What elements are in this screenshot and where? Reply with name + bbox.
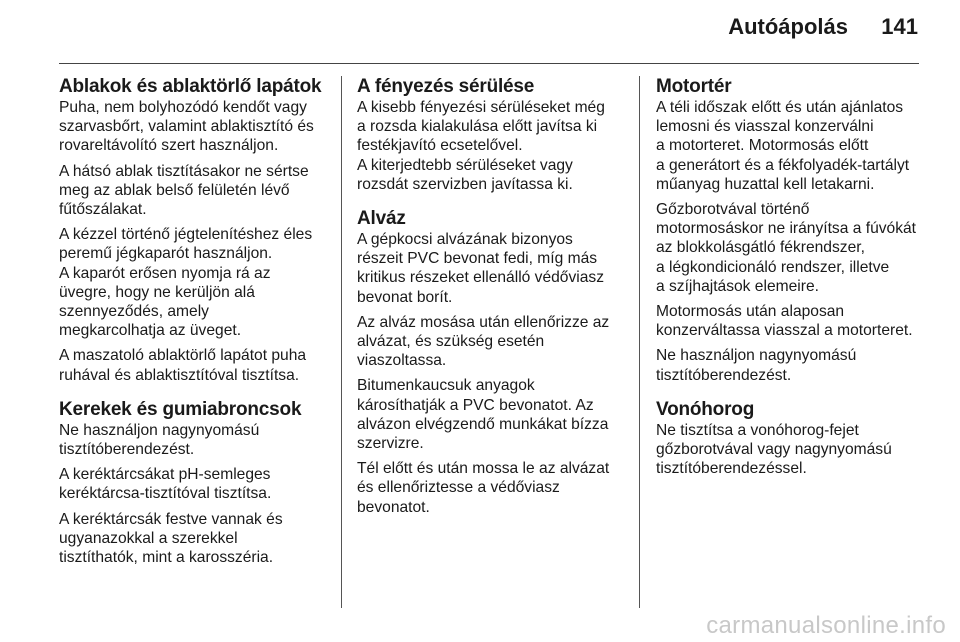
- section-windows: [59, 76, 331, 385]
- page-header: [0, 0, 960, 64]
- chapter-title: Autóápolás: [728, 14, 848, 39]
- paragraph: A kisebb fényezési sérüléseket még a rozsda kialakulása előtt javítsa ki festékjavító ecsetelővel. A kiterjedtebb sérüléseket vagy rozsdát szervizben javítassa ki.: [357, 99, 605, 193]
- watermark: carmanualsonline.info: [706, 612, 946, 639]
- section-wheels: [59, 399, 331, 567]
- section-heading: Ablakok és ablaktörlő lapátok: [59, 76, 322, 97]
- section-heading: Kerekek és gumiabroncsok: [59, 398, 302, 420]
- section-heading: A fényezés sérülése: [357, 76, 535, 97]
- section-paint-damage: [357, 76, 629, 194]
- section-engine-compartment: [656, 76, 924, 385]
- paragraph: A keréktárcsákat pH-semleges keréktárcsa-tisztítóval tisztítsa.: [59, 466, 272, 503]
- paragraph: Tél előtt és után mossa le az alvázat és ellenőriztesse a védőviasz bevonatot.: [357, 460, 610, 516]
- paragraph: Puha, nem bolyhozódó kendőt vagy szarvasbőrt, valamint ablaktisztító és rovareltávolító szert használjon.: [59, 99, 314, 155]
- paragraph: Az alváz mosása után ellenőrizze az alvázat, és szükség esetén viaszoltassa.: [357, 313, 610, 370]
- section-heading: Vonóhorog: [656, 398, 755, 420]
- paragraph: A téli időszak előtt és után ajánlatos lemosni és viasszal konzerválni a motorteret. Motormosás előtt a generátort és a fékfolyadék-tartályt műanyag huzattal kell letakarni.: [656, 99, 910, 193]
- column-divider: [341, 76, 342, 608]
- paragraph: A keréktárcsák festve vannak és ugyanazokkal a szerekkel tisztíthatók, mint a karosszéria.: [59, 510, 283, 567]
- paragraph: Ne használjon nagynyomású tisztítóberendezést.: [656, 347, 857, 384]
- paragraph: A hátsó ablak tisztításakor ne sértse meg az ablak belső felületén lévő fűtőszálakat.: [59, 162, 309, 219]
- header-divider: [59, 63, 919, 64]
- paragraph: Motormosás után alaposan konzerváltassa viasszal a motorteret.: [656, 303, 913, 340]
- paragraph: Ne használjon nagynyomású tisztítóberendezést.: [59, 421, 260, 459]
- paragraph: A kézzel történő jégtelenítéshez éles peremű jégkaparót használjon. A kaparót erősen nyomja rá az üvegre, hogy ne kerüljön alá szennyeződés, amely megkarcolhatja az üveget.: [59, 226, 313, 340]
- paragraph: A maszatoló ablaktörlő lapátot puha ruhával és ablaktisztítóval tisztítsa.: [59, 347, 307, 384]
- column-divider: [639, 76, 640, 608]
- section-heading: Motortér: [656, 76, 732, 97]
- section-underbody: [357, 208, 629, 517]
- text-column-1: [59, 76, 331, 573]
- text-column-2: [357, 76, 629, 523]
- paragraph: Ne tisztítsa a vonóhorog-fejet gőzborotvával vagy nagynyomású tisztítóberendezéssel.: [656, 421, 892, 478]
- section-towing-hook: [656, 399, 924, 479]
- page-number: 141: [881, 14, 918, 39]
- paragraph: Gőzborotvával történő motormosáskor ne irányítsa a fúvókát az blokkolásgátló fékrendszer, a légkondicionáló rendszer, illetve a szíjhajtások elemeire.: [656, 201, 917, 295]
- paragraph: A gépkocsi alvázának bizonyos részeit PVC bevonat fedi, míg más kritikus részeket ellenálló védőviasz bevonat borít.: [357, 231, 605, 306]
- section-heading: Alváz: [357, 208, 406, 230]
- paragraph: Bitumenkaucsuk anyagok károsíthatják a PVC bevonatot. Az alvázon elvégzendő munkákat bízza szervizre.: [357, 377, 609, 453]
- text-column-3: [656, 76, 924, 484]
